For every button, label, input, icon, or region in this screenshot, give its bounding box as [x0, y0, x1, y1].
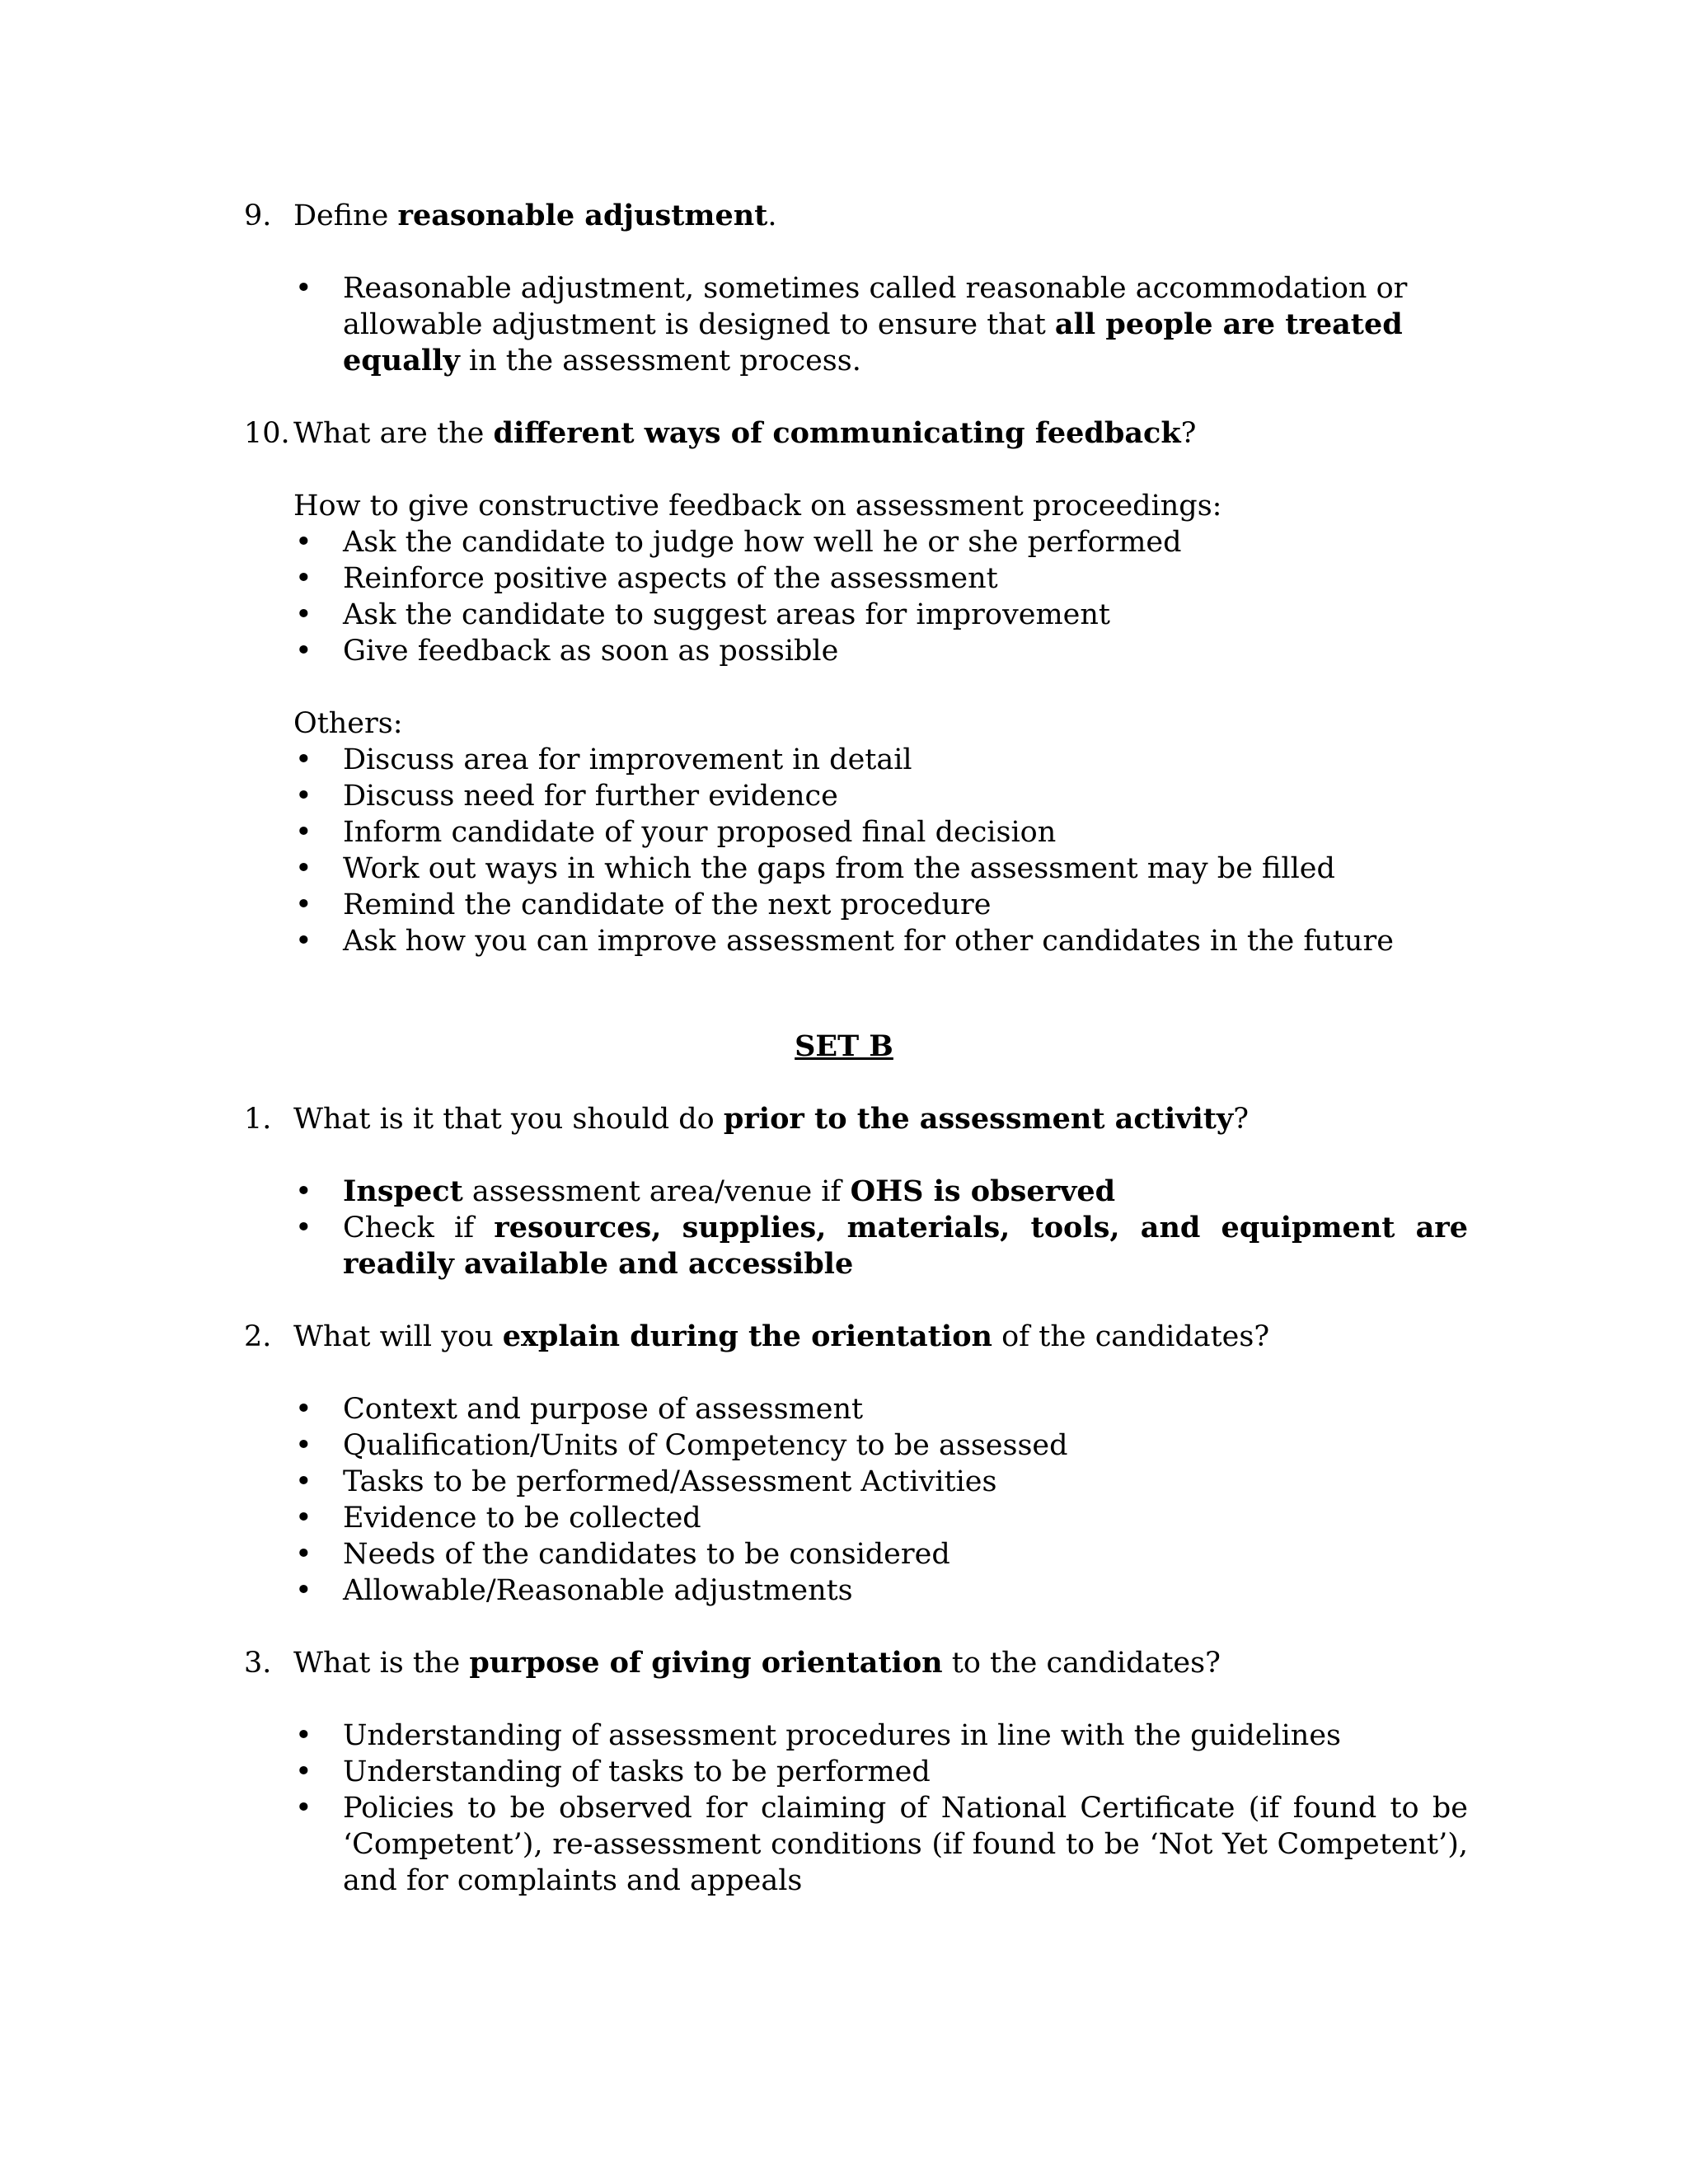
- bullet-icon: •: [295, 1502, 312, 1535]
- question-bold-term: different ways of communicating feedback: [493, 416, 1181, 450]
- list-item: [295, 814, 1468, 851]
- question-number: 9.: [244, 199, 272, 232]
- list-item: [295, 851, 1468, 887]
- bullet-icon: •: [295, 888, 312, 921]
- question-text: [293, 1101, 1249, 1137]
- bullet-icon: •: [295, 1538, 312, 1571]
- question-text: [293, 1319, 1269, 1355]
- q9-bullet-list: [295, 270, 1468, 379]
- bullet-icon: •: [295, 526, 312, 559]
- question-text-part: What is it that you should do: [293, 1103, 724, 1136]
- bullet-icon: •: [295, 1792, 312, 1825]
- bullet-icon: •: [295, 780, 312, 813]
- bullet-icon: •: [295, 562, 312, 595]
- list-item-text: Evidence to be collected: [343, 1502, 701, 1535]
- question-text-part: What will you: [293, 1320, 503, 1353]
- list-item: [295, 1210, 1469, 1282]
- list-item: [295, 560, 1468, 597]
- list-item-text: Discuss area for improvement in detail: [343, 743, 912, 776]
- question-text: [293, 1645, 1221, 1681]
- q10-bullet-list: [295, 524, 1468, 669]
- bullet-icon: •: [295, 272, 312, 305]
- bullet-icon: •: [295, 1574, 312, 1607]
- question-text-part: to the candidates?: [942, 1647, 1221, 1680]
- text-part: in the assessment process.: [459, 344, 861, 377]
- list-item-text: Policies to be observed for claiming of National Certificate (if found to be ‘Competent’), re-assessment conditions (if found to be ‘Not Yet Competent’), and for complaints and appeals: [343, 1792, 1468, 1897]
- list-item: [295, 1536, 1468, 1572]
- bullet-icon: •: [295, 743, 312, 776]
- list-item-text: Ask how you can improve assessment for other candidates in the future: [343, 925, 1394, 958]
- list-item: [295, 524, 1468, 560]
- list-item: [295, 270, 1468, 379]
- bullet-icon: •: [295, 1465, 312, 1498]
- bullet-icon: •: [295, 1429, 312, 1462]
- list-item: [295, 1790, 1468, 1899]
- list-item-text: Reinforce positive aspects of the assessment: [343, 562, 998, 595]
- list-item-text: Allowable/Reasonable adjustments: [343, 1574, 853, 1607]
- text-part: Reasonable adjustment, sometimes called reasonable accommodation or allowable adjustment is designed to ensure that: [343, 272, 1408, 341]
- question-text-part: ?: [1233, 1103, 1250, 1136]
- list-item-text: Give feedback as soon as possible: [343, 635, 839, 668]
- list-item-text: [343, 272, 1407, 377]
- question-number: 2.: [244, 1320, 272, 1353]
- question-text-part: ?: [1180, 417, 1197, 450]
- b2-bullet-list: [295, 1391, 1468, 1609]
- list-item: [295, 742, 1468, 778]
- question-text-part: What are the: [293, 417, 494, 450]
- question-bold-term: purpose of giving orientation: [469, 1646, 943, 1680]
- question-text-part: .: [767, 199, 777, 232]
- list-item: [295, 1754, 1468, 1790]
- list-item-text: Context and purpose of assessment: [343, 1393, 864, 1426]
- bold-term: Inspect: [343, 1174, 463, 1208]
- text-part: Check if: [343, 1212, 495, 1244]
- question-bold-term: explain during the orientation: [502, 1319, 992, 1353]
- question-bold-term: reasonable adjustment: [397, 199, 768, 232]
- list-item-text: Discuss need for further evidence: [343, 780, 838, 813]
- question-number: 10.: [244, 417, 290, 450]
- list-item-text: Understanding of assessment procedures in line with the guidelines: [343, 1719, 1342, 1752]
- q10-others-label: Others:: [293, 707, 403, 740]
- bullet-icon: •: [295, 1175, 312, 1208]
- q10-intro: How to give constructive feedback on assessment proceedings:: [293, 490, 1222, 523]
- list-item-text: Understanding of tasks to be performed: [343, 1755, 931, 1788]
- question-text: [293, 198, 776, 234]
- bold-term: OHS is observed: [850, 1174, 1116, 1208]
- bullet-icon: •: [295, 852, 312, 885]
- list-item-text: Inform candidate of your proposed final decision: [343, 816, 1057, 849]
- list-item: [295, 1391, 1468, 1427]
- list-item: [295, 1174, 1468, 1210]
- bullet-icon: •: [295, 925, 312, 958]
- question-text: [293, 415, 1196, 452]
- list-item-text: [343, 1210, 1468, 1282]
- question-number: 1.: [244, 1103, 272, 1136]
- list-item: [295, 1464, 1468, 1500]
- question-text-part: of the candidates?: [992, 1320, 1270, 1353]
- bullet-icon: •: [295, 816, 312, 849]
- list-item: [295, 1427, 1468, 1464]
- bullet-icon: •: [295, 598, 312, 631]
- section-title: SET B: [795, 1029, 893, 1063]
- list-item-text: [343, 1174, 1468, 1210]
- b3-bullet-list: [295, 1718, 1468, 1899]
- b1-bullet-list: [295, 1174, 1469, 1282]
- bullet-icon: •: [295, 1212, 312, 1244]
- bold-term: resources, supplies, materials, tools, and equipment are readily available and accessible: [343, 1211, 1469, 1281]
- question-bold-term: prior to the assessment activity: [723, 1102, 1234, 1136]
- list-item-text: Remind the candidate of the next procedure: [343, 888, 992, 921]
- list-item: [295, 1572, 1468, 1609]
- list-item: [295, 597, 1468, 633]
- bullet-icon: •: [295, 1719, 312, 1752]
- list-item: [295, 778, 1468, 814]
- list-item: [295, 923, 1468, 959]
- list-item: [295, 1718, 1468, 1754]
- list-item-text: Work out ways in which the gaps from the assessment may be filled: [343, 852, 1335, 885]
- q10-others-list: [295, 742, 1468, 959]
- bullet-icon: •: [295, 635, 312, 668]
- question-text-part: Define: [293, 199, 398, 232]
- question-text-part: What is the: [293, 1647, 470, 1680]
- list-item-text: Tasks to be performed/Assessment Activities: [343, 1465, 997, 1498]
- list-item-text: Needs of the candidates to be considered: [343, 1538, 950, 1571]
- list-item: [295, 1500, 1468, 1536]
- bullet-icon: •: [295, 1755, 312, 1788]
- list-item-text: Qualification/Units of Competency to be assessed: [343, 1429, 1068, 1462]
- list-item-text: Ask the candidate to judge how well he or she performed: [343, 526, 1182, 559]
- list-item: [295, 633, 1468, 669]
- text-part: assessment area/venue if: [462, 1175, 851, 1208]
- list-item-text: Ask the candidate to suggest areas for improvement: [343, 598, 1110, 631]
- bullet-icon: •: [295, 1393, 312, 1426]
- list-item: [295, 887, 1468, 923]
- question-number: 3.: [244, 1647, 272, 1680]
- bold-term: all people are treated equally: [343, 307, 1403, 377]
